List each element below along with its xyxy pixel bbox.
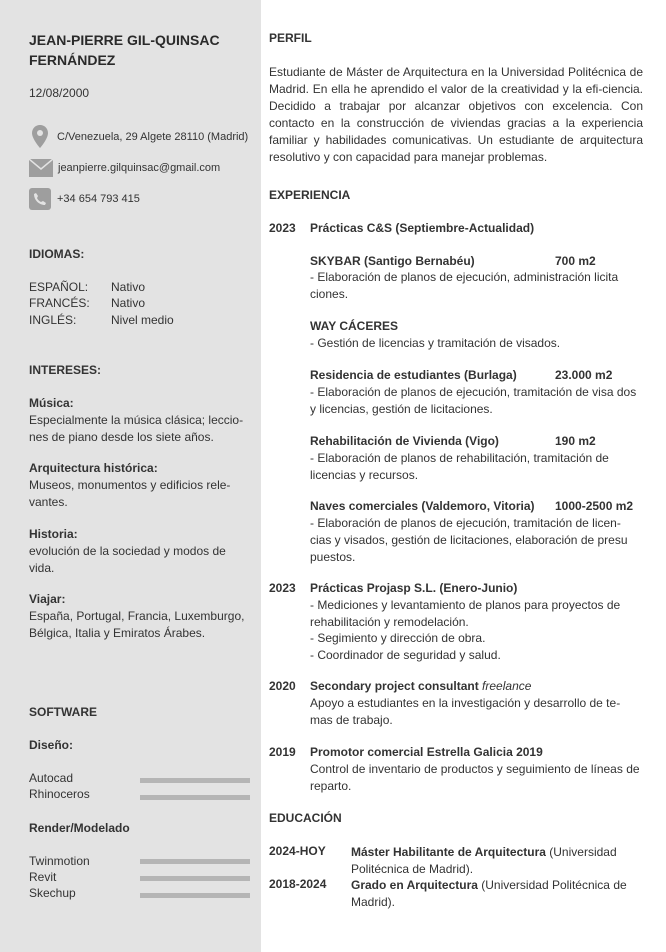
project-name: Residencia de estudiantes (Burlaga) (310, 368, 517, 382)
job-detail: - Segimiento y dirección de obra. (310, 631, 486, 645)
interest-title: Viajar: (29, 592, 66, 606)
interest-title: Música: (29, 396, 74, 410)
skill-bar (140, 859, 250, 864)
project-text: - Elaboración de planos de ejecución, tramitación de licen-cias y visados, gestión de licitaciones, elaboración de presu puestos. (310, 516, 628, 564)
education-entry: Grado en Arquitectura (Universidad Politécnica de Madrid). (351, 878, 627, 909)
skill-bar (140, 778, 250, 783)
project-name: SKYBAR (Santigo Bernabéu) (310, 254, 475, 268)
person-name: JEAN-PIERRE GIL-QUINSAC FERNÁNDEZ (29, 32, 220, 68)
education-entry: Máster Habilitante de Arquitectura (Universidad Politécnica de Madrid). (351, 845, 617, 876)
education-years: 2018-2024 (269, 877, 327, 891)
interest-title: Historia: (29, 527, 78, 541)
job-title: Promotor comercial Estrella Galicia 2019 (310, 745, 543, 759)
job-title: Prácticas Projasp S.L. (Enero-Junio) (310, 581, 518, 595)
software-name: Autocad (29, 771, 74, 785)
job-year: 2023 (269, 581, 296, 595)
language-row: ESPAÑOL: Nativo (29, 280, 146, 294)
languages-heading: IDIOMAS: (29, 247, 85, 261)
job-title: Secondary project consultant freelance (310, 679, 532, 693)
interest-text: evolución de la sociedad y modos de vida. (29, 544, 226, 575)
interest-text: Museos, monumentos y edificios rele-vantes. (29, 478, 231, 509)
project-area: 23.000 m2 (555, 368, 613, 382)
software-name: Skechup (29, 886, 76, 900)
job-title: Prácticas C&S (Septiembre-Actualidad) (310, 221, 535, 235)
mail-icon (29, 159, 53, 177)
project-area: 1000-2500 m2 (555, 499, 634, 513)
skill-bar (140, 795, 250, 800)
project-name: WAY CÁCERES (310, 319, 399, 333)
job-year: 2023 (269, 221, 296, 235)
software-heading: SOFTWARE (29, 705, 97, 719)
project-name: Rehabilitación de Vivienda (Vigo) (310, 434, 499, 448)
interest-text: Especialmente la música clásica; leccio-nes de piano desde los siete años. (29, 413, 244, 444)
language-row: FRANCÉS: Nativo (29, 296, 146, 310)
job-detail: Apoyo a estudiantes en la investigación y desarrollo de te-mas de trabajo. (310, 696, 621, 727)
design-subheading: Diseño: (29, 738, 74, 752)
project-text: - Elaboración de planos de ejecución, tramitación de visa dos y licencias, gestión de licitaciones. (310, 385, 637, 416)
phone-text: +34 654 793 415 (57, 193, 140, 205)
job-detail: - Mediciones y levantamiento de planos para proyectos de rehabilitación y remodelación. (310, 598, 621, 629)
profile-heading: PERFIL (269, 31, 312, 45)
project-text: - Elaboración de planos de rehabilitación, tramitación de licencias y recursos. (310, 451, 609, 482)
render-subheading: Render/Modelado (29, 821, 130, 835)
job-detail: - Coordinador de seguridad y salud. (310, 648, 501, 662)
education-heading: EDUCACIÓN (269, 811, 342, 825)
address-text: C/Venezuela, 29 Algete 28110 (Madrid) (57, 131, 249, 143)
project-name: Naves comerciales (Valdemoro, Vitoria) (310, 499, 535, 513)
location-pin-icon (29, 124, 51, 150)
software-name: Twinmotion (29, 854, 90, 868)
job-year: 2019 (269, 745, 296, 759)
software-name: Revit (29, 870, 57, 884)
job-year: 2020 (269, 679, 296, 693)
email-row (29, 159, 220, 177)
interest-title: Arquitectura histórica: (29, 461, 158, 475)
skill-bar (140, 893, 250, 898)
address-row (29, 124, 248, 150)
birth-date: 12/08/2000 (29, 86, 90, 100)
project-text: - Gestión de licencias y tramitación de visados. (310, 336, 561, 350)
email-link[interactable]: jeanpierre.gilquinsac@gmail.com (58, 162, 221, 174)
project-text: - Elaboración de planos de ejecución, administración licita ciones. (310, 270, 619, 301)
interest-text: España, Portugal, Francia, Luxemburgo, Bélgica, Italia y Emiratos Árabes. (29, 609, 245, 640)
skill-bar (140, 876, 250, 881)
interests-heading: INTERESES: (29, 363, 102, 377)
language-row: INGLÉS: Nivel medio (29, 313, 174, 327)
software-name: Rhinoceros (29, 787, 90, 801)
job-detail: Control de inventario de productos y seguimiento de líneas de reparto. (310, 762, 640, 793)
project-area: 700 m2 (555, 254, 596, 268)
project-area: 190 m2 (555, 434, 596, 448)
phone-row (29, 188, 140, 210)
phone-icon (29, 188, 51, 210)
experience-heading: EXPERIENCIA (269, 188, 351, 202)
job-title-italic: freelance (482, 679, 532, 693)
profile-text: Estudiante de Máster de Arquitectura en la Universidad Politécnica de Madrid. En ella he aprendido el valor de la creatividad y la efi-ciencia. Decidido a trabajar por alcanzar objetivos con excelencia. Con contacto en la construcción de viviendas gracias a la experiencia familiar y habilidades comunicativas. Un estudiante de arquitectura resolutivo y con capacidad para manejar problemas. (269, 65, 643, 164)
education-years: 2024-HOY (269, 844, 326, 858)
